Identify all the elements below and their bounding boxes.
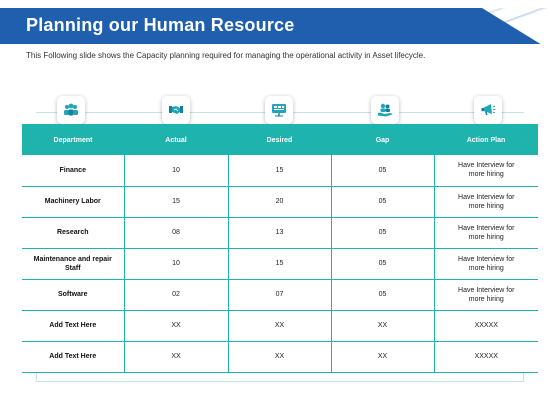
- cell-desired: 15: [228, 155, 331, 186]
- cell-desired: 15: [228, 248, 331, 279]
- cell-actual: XX: [124, 341, 228, 372]
- cell-desired: 20: [228, 186, 331, 217]
- cell-actual: 08: [124, 217, 228, 248]
- cell-gap: 05: [331, 279, 434, 310]
- header-actual: Actual: [124, 124, 228, 155]
- page-subtitle: This Following slide shows the Capacity planning required for managing the operational activity in Asset lifecycle.: [26, 51, 426, 60]
- page-title: Planning our Human Resource: [26, 15, 295, 35]
- cell-actual: XX: [124, 310, 228, 341]
- team-icon: [57, 96, 85, 124]
- cell-action-plan: XXXXX: [434, 310, 538, 341]
- cell-desired: XX: [228, 341, 331, 372]
- cell-department: Research: [22, 217, 124, 248]
- cell-action-plan: Have Interview for more hiring: [434, 279, 538, 310]
- cell-action-plan: XXXXX: [434, 341, 538, 372]
- table-row: [22, 248, 538, 279]
- cell-actual: 02: [124, 279, 228, 310]
- cell-department: Software: [22, 279, 124, 310]
- cell-action-plan: Have Interview for more hiring: [434, 217, 538, 248]
- table-row: [22, 341, 538, 372]
- table-frame-right: [523, 372, 524, 382]
- cell-action-plan: Have Interview for more hiring: [434, 155, 538, 186]
- cell-gap: XX: [331, 310, 434, 341]
- cell-gap: 05: [331, 217, 434, 248]
- megaphone-icon: [474, 96, 502, 124]
- resource-table: [22, 124, 538, 373]
- header-desired: Desired: [228, 124, 331, 155]
- table-row: [22, 155, 538, 186]
- cell-actual: 10: [124, 155, 228, 186]
- cell-actual: 10: [124, 248, 228, 279]
- cell-department: Maintenance and repair Staff: [22, 248, 124, 279]
- cell-action-plan: Have Interview for more hiring: [434, 248, 538, 279]
- cell-desired: 07: [228, 279, 331, 310]
- cell-department: Add Text Here: [22, 310, 124, 341]
- header-department: Department: [22, 124, 124, 155]
- cell-desired: 13: [228, 217, 331, 248]
- cell-actual: 15: [124, 186, 228, 217]
- cell-department: Machinery Labor: [22, 186, 124, 217]
- handshake-icon: [162, 96, 190, 124]
- table-row: [22, 186, 538, 217]
- header-action-plan: Action Plan: [434, 124, 538, 155]
- cell-gap: 05: [331, 248, 434, 279]
- table-header-row: [22, 124, 538, 155]
- cell-gap: 05: [331, 155, 434, 186]
- table-row: [22, 217, 538, 248]
- cell-department: Finance: [22, 155, 124, 186]
- cell-department: Add Text Here: [22, 341, 124, 372]
- cell-gap: 05: [331, 186, 434, 217]
- table-frame-bottom: [36, 381, 524, 382]
- table-row: [22, 279, 538, 310]
- cell-gap: XX: [331, 341, 434, 372]
- cell-action-plan: Have Interview for more hiring: [434, 186, 538, 217]
- cell-desired: XX: [228, 310, 331, 341]
- table-frame-left: [36, 372, 37, 382]
- table-row: [22, 310, 538, 341]
- header-gap: Gap: [331, 124, 434, 155]
- presentation-board-icon: [265, 96, 293, 124]
- group-in-hand-icon: [371, 96, 399, 124]
